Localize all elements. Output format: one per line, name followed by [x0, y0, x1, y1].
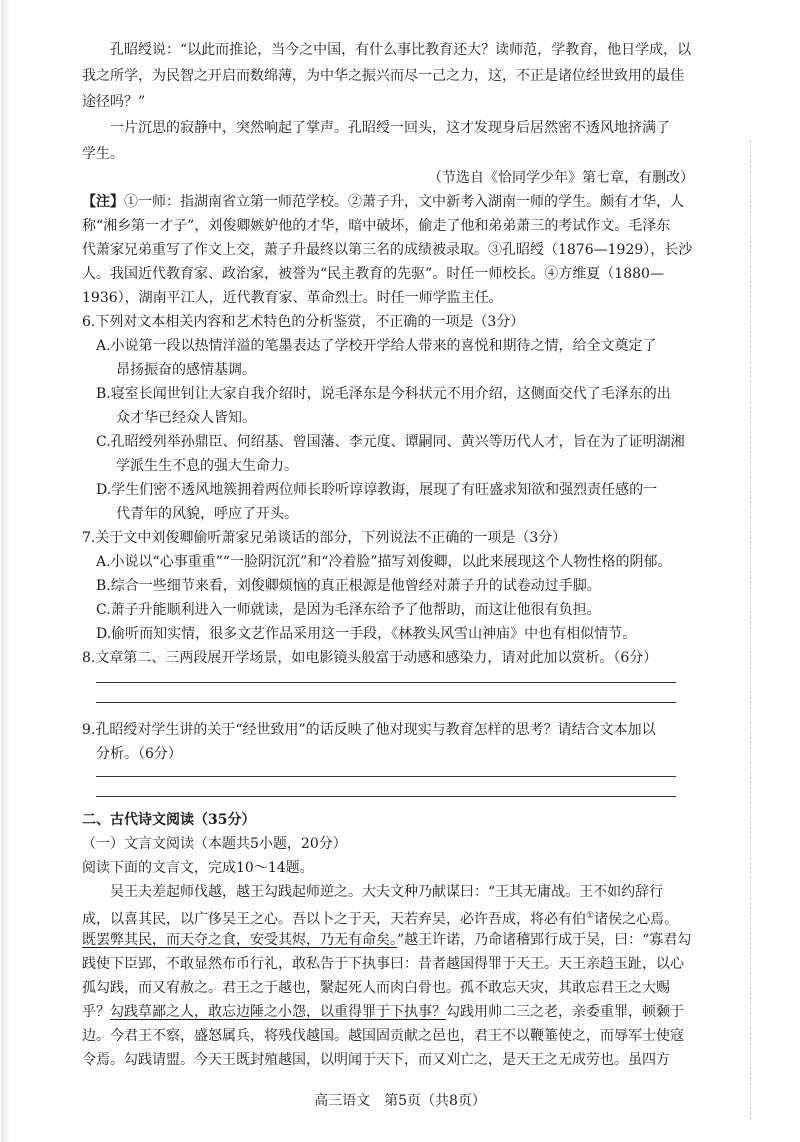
passage-para2-line1: 一片沉思的寂静中，突然响起了掌声。孔昭绶一回头，这才发现身后居然密不透风地挤满了: [110, 120, 670, 136]
margin-guide-line: [750, 140, 751, 1120]
classical-line6-tail: 勾践用帅二三之老，亲委重罪，顿颡于: [446, 1004, 684, 1020]
classical-line4: 践使下臣郢，不敢显然布币行礼，敢私告于下执事曰：昔者越国得罪于天王。天王亲趋玉趾，以心: [82, 956, 684, 972]
q6-option-c-line2: 学派生生不息的强大生命力。: [116, 458, 298, 474]
classical-line6-head: 乎？: [82, 1004, 110, 1020]
q6-option-b-line2: 众才华已经众人皆知。: [116, 410, 256, 426]
q6-stem: 6.下列对文本相关内容和艺术特色的分析鉴赏，不正确的一项是（3分）: [82, 314, 525, 330]
section2-instruction: 阅读下面的文言文，完成10～14题。: [82, 860, 314, 876]
notes-line2: 称“湘乡第一才子”，刘俊卿嫉妒他的才华，暗中破坏，偷走了他和弟弟萧三的考试作文。毛泽东: [82, 218, 671, 234]
q7-option-c: C.萧子升能顺利进入一师就读，是因为毛泽东给予了他帮助，而这让他很有负担。: [96, 602, 601, 618]
classical-line2-tail: 诸侯之心焉。: [594, 911, 679, 928]
classical-line6-underlined: 勾践草鄙之人，敢忘边陲之小怨，以重得罪于下执事？: [110, 1004, 446, 1020]
classical-line7: 边。今君王不察，盛怒属兵，将残伐越国。越国固贡献之邑也，君王不以鞭箠使之，而辱军士使寇: [82, 1028, 684, 1044]
q7-option-a: A.小说以“心事重重”“一脸阴沉沉”和“冷着脸”描写刘俊卿，以此来展现这个人物性格的阴郁。: [96, 554, 672, 570]
passage-para1-line3: 途径吗？”: [82, 94, 146, 110]
passage-para1-line2: 我之所学，为民智之开启而数绵薄，为中华之振兴而尽一己之力，这，不正是诸位经世致用的最佳: [82, 68, 684, 84]
q6-option-d-line1: D.学生们密不透风地簇拥着两位师长聆听谆谆教诲，展现了有旺盛求知欲和强烈责任感的一: [96, 482, 658, 498]
passage-para2-line2: 学生。: [82, 146, 124, 162]
classical-line2-note-mark: ①: [586, 911, 595, 921]
classical-line3-underlined: 既罢弊其民，而天夺之食，安受其烬，乃无有命矣。: [82, 932, 397, 948]
q9-answer-line-1[interactable]: [96, 776, 676, 777]
q9-stem-line2: 分析。（6分）: [96, 746, 182, 762]
passage-para1-line1: 孔昭绶说：“以此而推论，当今之中国，有什么事比教育还大？读师范，学教育，他日学成，以: [110, 42, 692, 58]
q6-option-d-line2: 代青年的风貌，呼应了开头。: [116, 506, 298, 522]
section2-title: 二、古代诗文阅读（35分）: [82, 812, 256, 828]
section2-subtitle: （一）文言文阅读（本题共5小题，20分）: [82, 836, 347, 852]
passage-source: （节选自《恰同学少年》第七章，有删改）: [428, 170, 694, 186]
q7-stem: 7.关于文中刘俊卿偷听萧家兄弟谈话的部分，下列说法不正确的一项是（3分）: [82, 530, 567, 546]
classical-line3-tail: ”越王许诺，乃命诸稽郢行成于吴，曰：“寡君勾: [397, 932, 692, 948]
q6-option-a-line2: 昂扬振奋的感情基调。: [116, 362, 256, 378]
notes-text-1: ①一师：指湖南省立第一师范学校。②萧子升，文中新考入湖南一师的学生。颇有才华，人: [124, 194, 684, 210]
classical-line2-text: 成，以喜其民，以广侈吴王之心。吾以卜之于天，天若弃吴，必许吾成，将必有伯: [82, 911, 586, 928]
classical-line1: 吴王夫差起师伐越，越王勾践起师逆之。大夫文种乃献谋曰：“王其无庸战。王不如约辞行: [110, 884, 664, 900]
notes-label: 【注】: [82, 194, 124, 210]
classical-line5: 孤勾践，而又宥赦之。君王之于越也，繄起死人而肉白骨也。孤不敢忘天灾，其敢忘君王之大赐: [82, 980, 670, 996]
page-footer: 高三语文 第5页（共8页）: [314, 1093, 486, 1109]
q8-answer-line-1[interactable]: [96, 682, 676, 683]
q6-option-b-line1: B.寝室长闻世钊让大家自我介绍时，说毛泽东是今科状元不用介绍，这侧面交代了毛泽东的出: [96, 386, 671, 402]
notes-line4: 人。我国近代教育家、政治家，被誉为“民主教育的先驱”。时任一师校长。④方维夏（1880—: [82, 266, 664, 282]
q6-option-c-line1: C.孔昭绶列举孙鼎臣、何绍基、曾国藩、李元度、谭嗣同、黄兴等历代人才，旨在为了证明湖湘: [96, 434, 685, 450]
q7-option-d: D.偷听而知实情，很多文艺作品采用这一手段，《林教头风雪山神庙》中也有相似情节。: [96, 626, 637, 642]
scan-fold-shadow: [1, 0, 11, 1142]
q9-answer-line-2[interactable]: [96, 796, 676, 797]
notes-line5: 1936），湖南平江人，近代教育家、革命烈士。时任一师学监主任。: [82, 290, 503, 306]
q8-stem: 8.文章第二、三两段展开学场景，如电影镜头般富于动感和感染力，请对此加以赏析。（6分）: [82, 650, 658, 666]
classical-line6: [82, 1000, 684, 1024]
q9-stem-line1: 9.孔昭绶对学生讲的关于“经世致用”的话反映了他对现实与教育怎样的思考？请结合文本加以: [82, 722, 656, 738]
q6-option-a-line1: A.小说第一段以热情洋溢的笔墨表达了学校开学给人带来的喜悦和期待之情，给全文奠定了: [96, 338, 657, 354]
q8-answer-line-2[interactable]: [96, 702, 676, 703]
classical-line8: 令焉。勾践请盟。今天王既封殖越国，以明闻于天下，而又刈亡之，是天王之无成劳也。虽四方: [82, 1052, 670, 1068]
notes-line3: 代萧家兄弟重写了作文上交，萧子升最终以第三名的成绩被录取。③孔昭绶（1876—1929），长沙: [82, 242, 693, 258]
q7-option-b: B.综合一些细节来看，刘俊卿烦恼的真正根源是他曾经对萧子升的试卷动过手脚。: [96, 578, 601, 594]
notes-line1: [82, 190, 684, 214]
classical-line3: [82, 928, 691, 952]
